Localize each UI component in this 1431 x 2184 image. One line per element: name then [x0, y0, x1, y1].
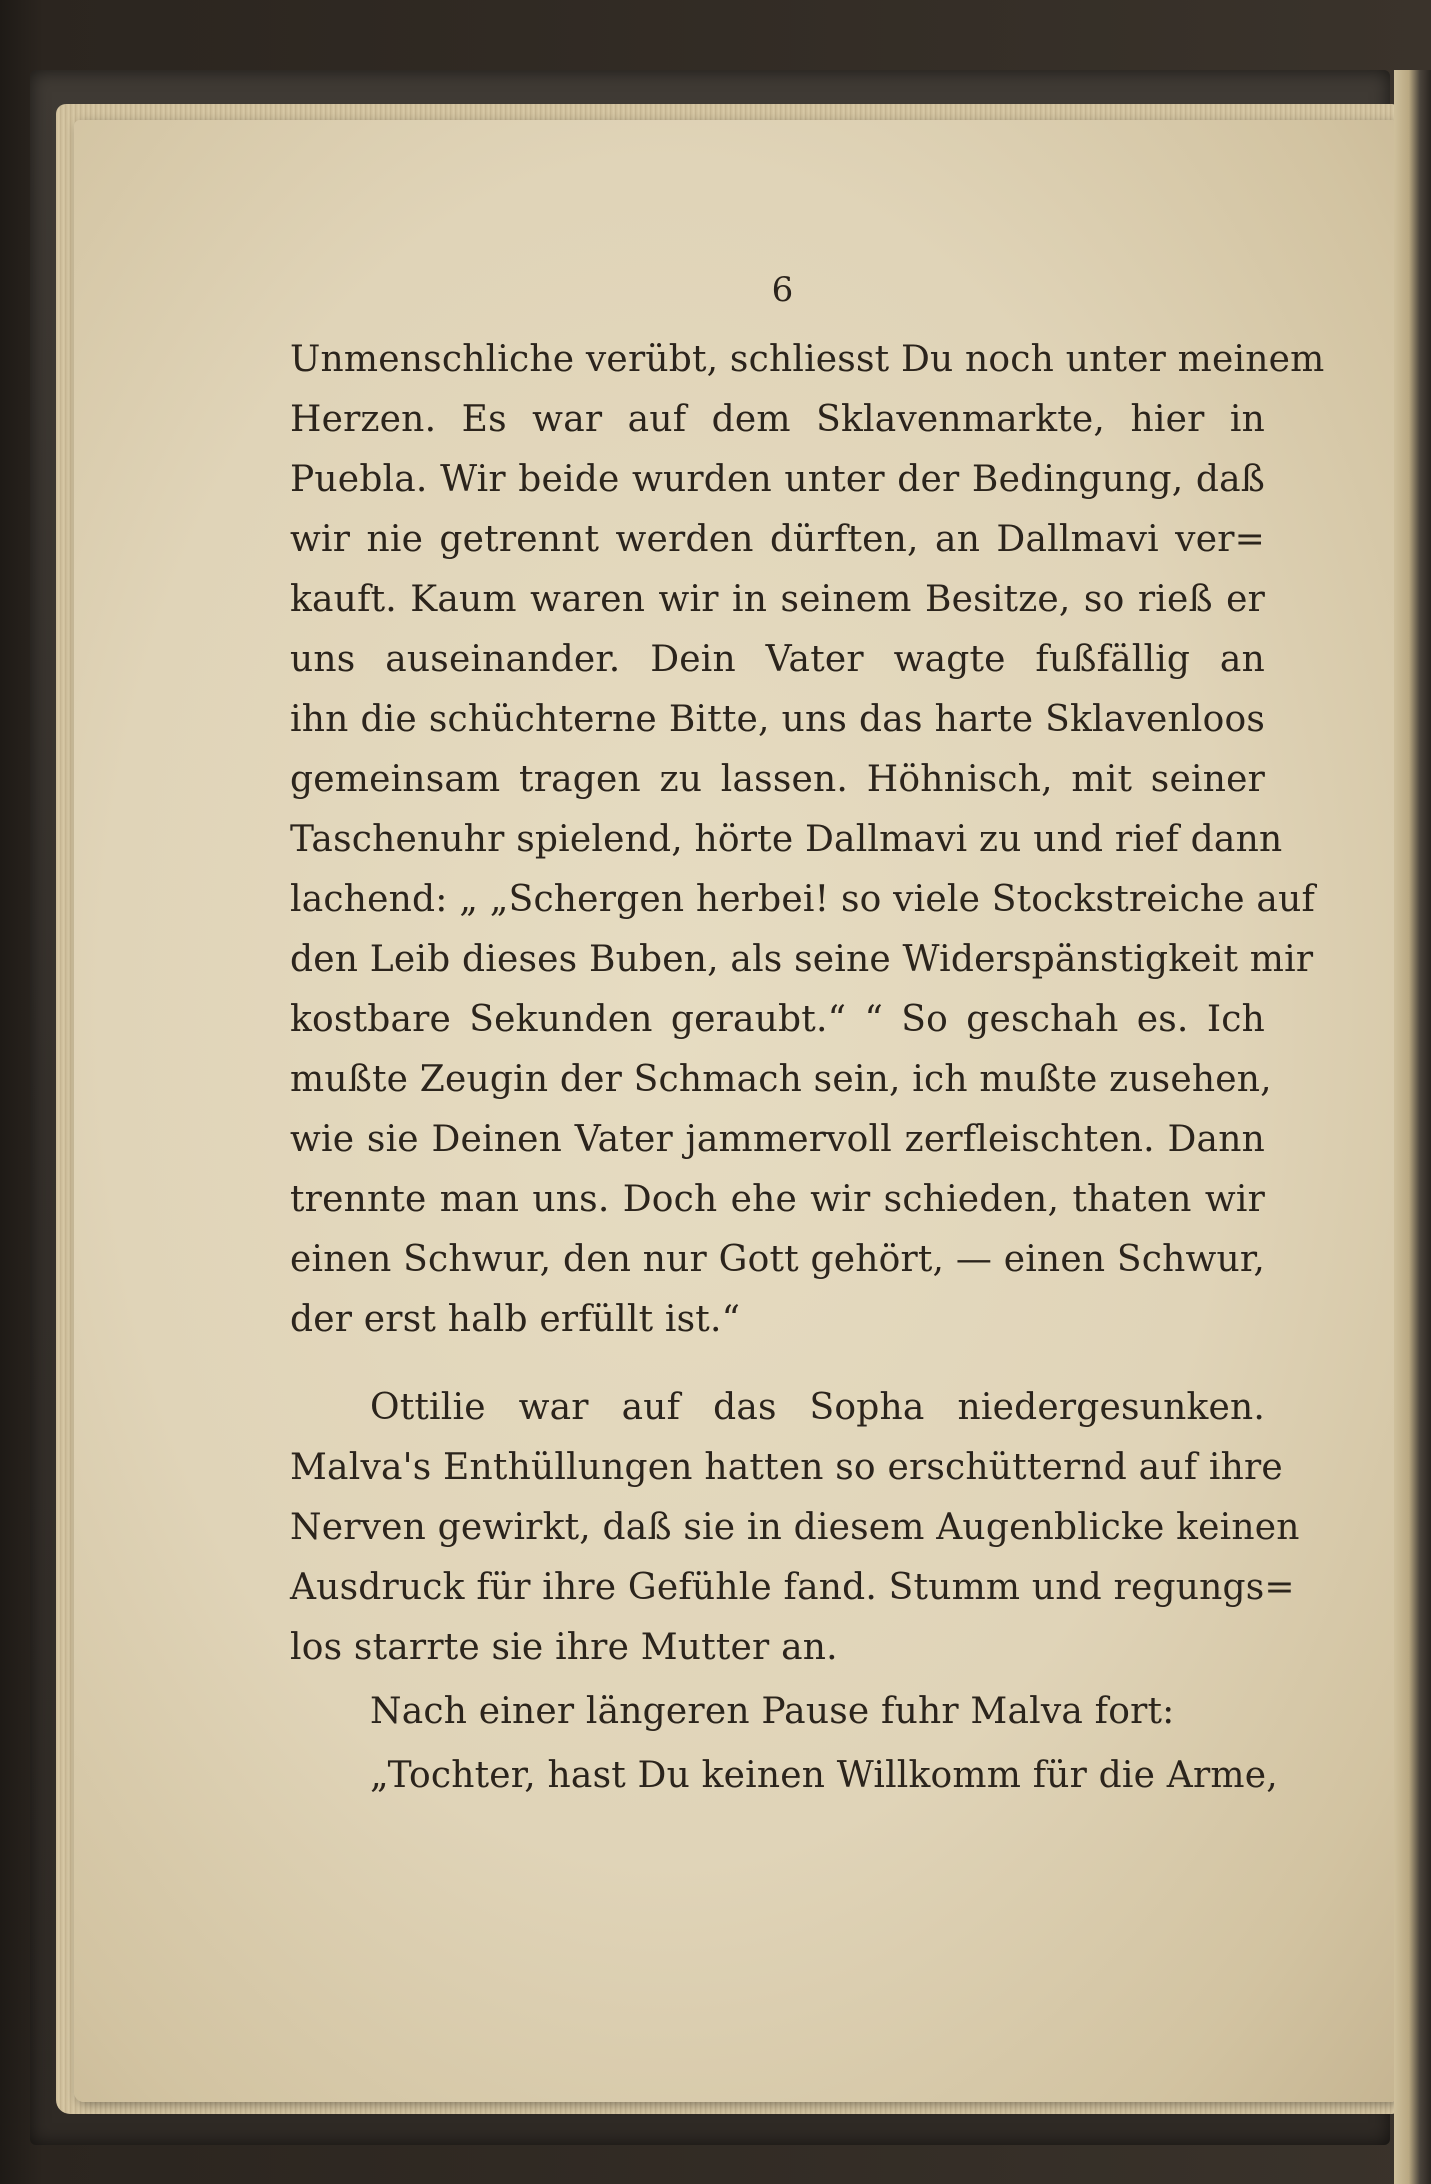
text-line: Malva's Enthüllungen hatten so erschütternd auf ihre — [290, 1447, 1283, 1488]
paragraph — [290, 1746, 1278, 1806]
paragraph — [290, 1378, 1300, 1678]
text-line: wie sie Deinen Vater jammervoll zerfleischten. Dann — [290, 1119, 1265, 1160]
text-line: kostbare Sekunden geraubt.“ “ So geschah es. Ich — [290, 999, 1265, 1040]
page-number: 6 — [771, 270, 794, 310]
body-text — [290, 330, 1325, 1806]
text-line: Ottilie war auf das Sopha niedergesunken. — [370, 1387, 1265, 1428]
text-line: den Leib dieses Buben, als seine Widerspänstigkeit mir — [290, 939, 1314, 980]
text-line: Nerven gewirkt, daß sie in diesem Augenblicke keinen — [290, 1507, 1300, 1548]
paragraph — [290, 330, 1325, 1350]
text-line: kauft. Kaum waren wir in seinem Besitze, so rieß er — [290, 579, 1265, 620]
paragraph-gap — [290, 1350, 1265, 1378]
text-line: Herzen. Es war auf dem Sklavenmarkte, hier in — [290, 399, 1265, 440]
text-line: Ausdruck für ihre Gefühle fand. Stumm und regungs= — [290, 1567, 1295, 1608]
text-line: Taschenuhr spielend, hörte Dallmavi zu und rief dann — [290, 819, 1283, 860]
text-line: trennte man uns. Doch ehe wir schieden, thaten wir — [290, 1179, 1265, 1220]
text-line: „Tochter, hast Du keinen Willkomm für die Arme, — [370, 1755, 1278, 1796]
text-line: lachend: „ „Schergen herbei! so viele Stockstreiche auf — [290, 879, 1315, 920]
text-line: Nach einer längeren Pause fuhr Malva fort: — [370, 1691, 1175, 1732]
text-line: der erst halb erfüllt ist.“ — [290, 1299, 741, 1340]
paragraph — [290, 1682, 1265, 1742]
book-spine — [1394, 70, 1431, 2184]
text-line: uns auseinander. Dein Vater wagte fußfällig an — [290, 639, 1265, 680]
text-line: los starrte sie ihre Mutter an. — [290, 1627, 838, 1668]
text-block — [290, 270, 1325, 1806]
text-line: Unmenschliche verübt, schliesst Du noch unter meinem — [290, 339, 1325, 380]
text-line: gemeinsam tragen zu lassen. Höhnisch, mit seiner — [290, 759, 1265, 800]
text-line: mußte Zeugin der Schmach sein, ich mußte zusehen, — [290, 1059, 1272, 1100]
text-line: ihn die schüchterne Bitte, uns das harte Sklavenloos — [290, 699, 1265, 740]
text-line: Puebla. Wir beide wurden unter der Bedingung, daß — [290, 459, 1265, 500]
text-line: wir nie getrennt werden dürften, an Dallmavi ver= — [290, 519, 1265, 560]
text-line: einen Schwur, den nur Gott gehört, — einen Schwur, — [290, 1239, 1265, 1280]
